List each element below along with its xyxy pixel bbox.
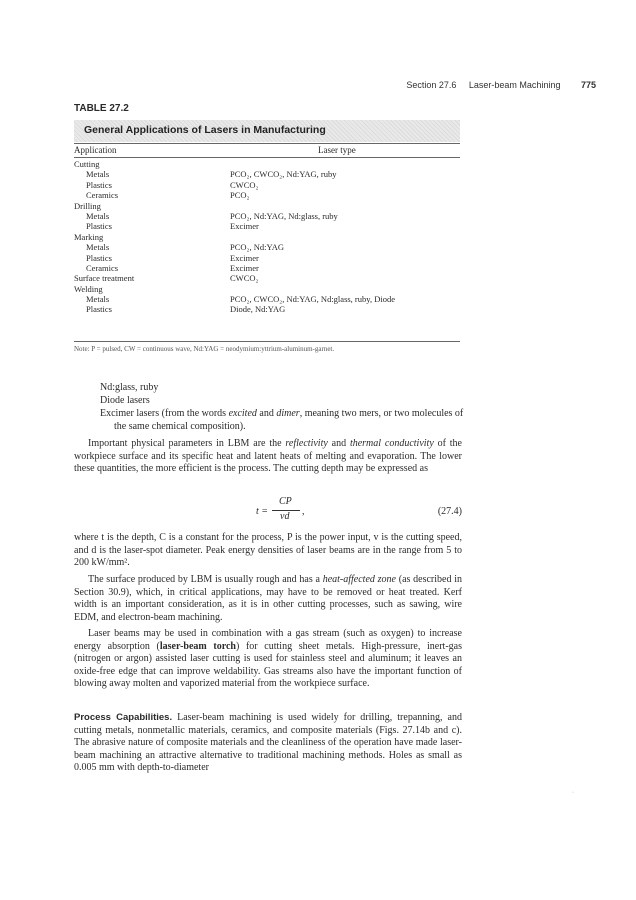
equation-numerator: CP <box>279 496 292 507</box>
paragraph-physical-parameters <box>74 438 462 476</box>
table-cell-application: Welding <box>74 283 103 294</box>
table-row <box>74 304 460 314</box>
para3-text-a: The surface produced by LBM is usually rough and has a <box>88 574 323 585</box>
table-rule-top <box>74 143 460 144</box>
table-row <box>74 169 460 179</box>
table-row <box>74 180 460 190</box>
table-row <box>74 263 460 273</box>
table-label: TABLE 27.2 <box>74 103 129 114</box>
term-heat-affected-zone: heat-affected zone <box>322 574 396 585</box>
paragraph-process-capabilities <box>74 712 462 775</box>
table-cell-laser-type: PCO₂, CWCO₂, Nd:YAG, ruby <box>230 169 337 180</box>
table-row <box>74 232 460 242</box>
table-cell-laser-type: PCO₂, Nd:YAG, Nd:glass, ruby <box>230 210 338 221</box>
list-item-excimer <box>100 408 474 433</box>
term-dimer: dimer <box>276 408 300 419</box>
running-head <box>406 80 596 90</box>
column-header-laser-type: Laser type <box>318 145 356 155</box>
table-cell-laser-type: PCO₂, Nd:YAG <box>230 242 284 253</box>
table-cell-application: Metals <box>86 242 110 253</box>
table-cell-application: Plastics <box>86 252 112 263</box>
table-row <box>74 211 460 221</box>
equation-denominator: vd <box>280 511 290 522</box>
table-row <box>74 190 460 200</box>
para4-text-b: ) for cutting sheet metals. High-pressure, inert-gas (nitrogen or argon) assisted laser cutting is used for stainless steel and aluminum; it leaves an oxide-free edge that can improve weldability. Gas streams also have the important function of blowing away molten and vaporized material from the workpiece surface. <box>74 640 462 689</box>
process-capabilities-heading: Process Capabilities. <box>74 712 173 723</box>
table-cell-application: Metals <box>86 294 110 305</box>
table-cell-laser-type: Excimer <box>230 221 259 232</box>
paragraph-gas-stream <box>74 628 462 691</box>
table-row <box>74 159 460 169</box>
list-item-excimer-text-c: , meaning two mers, or two molecules of the same chemical composition). <box>114 408 464 432</box>
para1-text-c: of the workpiece surface and its specific heat and latent heats of melting and evaporation. The lower these quantities, the more efficient is the process. The cutting depth may be expressed as <box>74 438 462 474</box>
table-cell-laser-type: PCO₂, CWCO₂, Nd:YAG, Nd:glass, ruby, Diode <box>230 294 395 305</box>
table-rule-bottom <box>74 341 460 342</box>
table-cell-application: Metals <box>86 169 110 180</box>
table-cell-application: Metals <box>86 210 110 221</box>
table-cell-laser-type: Excimer <box>230 252 259 263</box>
table-row <box>74 253 460 263</box>
para3-text-b: (as described in Section 30.9), which, in critical applications, may have to be removed or heat treated. Kerf width is an important consideration, as it is in other cutting processes, such as sawing, wire EDM, and electron-beam machining. <box>74 574 463 623</box>
para1-text-b: and <box>327 438 350 449</box>
table-cell-application: Ceramics <box>86 190 119 201</box>
equation-lhs: t = <box>256 506 269 517</box>
table-cell-application: Drilling <box>74 200 101 211</box>
table-cell-application: Surface treatment <box>74 273 135 284</box>
paragraph-where-t-is-depth: where t is the depth, C is a constant for the process, P is the power input, v is the cutting speed, and d is the laser-spot diameter. Peak energy densities of laser beams are in the range from 5 to 200 kW/mm². <box>74 532 462 568</box>
table-row <box>74 284 460 294</box>
table-cell-application: Marking <box>74 231 104 242</box>
term-excited: excited <box>228 408 257 419</box>
page-number: 775 <box>580 80 596 90</box>
table-cell-application: Plastics <box>86 304 112 315</box>
para1-text-a: Important physical parameters in LBM are the <box>88 438 286 449</box>
table-cell-application: Plastics <box>86 221 112 232</box>
term-laser-beam-torch: laser-beam torch <box>159 640 236 652</box>
term-thermal-conductivity: thermal conductivity <box>349 438 434 449</box>
scan-speck: · <box>572 790 574 796</box>
list-item-excimer-text-b: and <box>256 408 277 419</box>
equation-label: (27.4) <box>437 506 462 517</box>
table-row <box>74 221 460 231</box>
column-header-application: Application <box>74 145 117 155</box>
table-row <box>74 273 460 283</box>
table-note: Note: P = pulsed, CW = continuous wave, Nd:YAG = neodymium:yttrium-aluminum-garnet. <box>74 345 335 353</box>
table-cell-laser-type: PCO₂ <box>230 190 250 201</box>
table-title: General Applications of Lasers in Manufacturing <box>84 124 326 136</box>
list-item-diode: Diode lasers <box>100 395 150 406</box>
table-rule-header <box>74 157 460 158</box>
table-cell-laser-type: CWCO₂ <box>230 179 259 190</box>
table-cell-laser-type: Excimer <box>230 262 259 273</box>
list-item-excimer-text-a: Excimer lasers (from the words <box>100 408 229 419</box>
equation-comma: , <box>302 506 305 517</box>
table-cell-application: Plastics <box>86 179 112 190</box>
table-row <box>74 294 460 304</box>
para5-text: Laser-beam machining is used widely for drilling, trepanning, and cutting metals, nonmetallic materials, ceramics, and composite materials (Figs. 27.14b and c). The abrasive nature of composite materials and the cleanliness of the operation have made laser-beam machining an attractive alternative to traditional machining methods. Holes as small as 0.005 mm with depth-to-diameter <box>74 712 462 773</box>
list-item-ndglass: Nd:glass, ruby <box>100 382 159 393</box>
para4-text-a: Laser beams may be used in combination with a gas stream (such as oxygen) to increase energy absorption ( <box>74 628 462 652</box>
table-body <box>74 159 460 315</box>
running-head-topic: Laser-beam Machining <box>468 80 561 90</box>
table-title-bar <box>74 120 460 142</box>
table-cell-laser-type: CWCO₂ <box>230 273 259 284</box>
paragraph-surface-produced <box>74 574 462 624</box>
table-cell-application: Ceramics <box>86 262 119 273</box>
term-reflectivity: reflectivity <box>285 438 328 449</box>
table-row <box>74 242 460 252</box>
table-row <box>74 201 460 211</box>
running-head-section: Section 27.6 <box>406 80 457 90</box>
table-cell-laser-type: Diode, Nd:YAG <box>230 304 286 315</box>
equation-27-4 <box>74 496 462 526</box>
table-cell-application: Cutting <box>74 159 100 169</box>
